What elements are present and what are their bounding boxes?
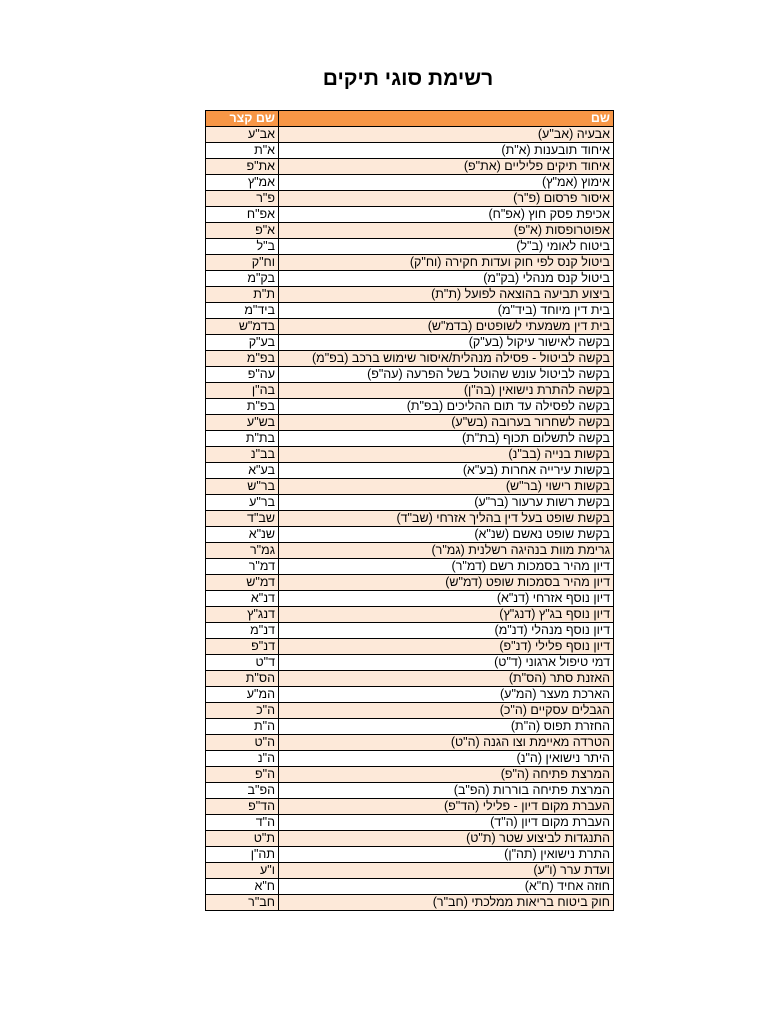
case-type-short-name: א"פ bbox=[206, 223, 279, 239]
case-type-short-name: דנ"פ bbox=[206, 639, 279, 655]
table-row bbox=[206, 863, 614, 879]
case-type-short-name: דמ"ש bbox=[206, 575, 279, 591]
case-type-short-name: דנג"ץ bbox=[206, 607, 279, 623]
case-type-short-name: ה"ת bbox=[206, 719, 279, 735]
table-row bbox=[206, 559, 614, 575]
case-type-short-name: פ"ר bbox=[206, 191, 279, 207]
table-row bbox=[206, 591, 614, 607]
table-row bbox=[206, 191, 614, 207]
case-type-name: בקשה להתרת נישואין (בה"ן) bbox=[279, 383, 614, 399]
table-row bbox=[206, 223, 614, 239]
table-row bbox=[206, 319, 614, 335]
header-name: שם bbox=[279, 111, 614, 127]
case-type-name: איסור פרסום (פ"ר) bbox=[279, 191, 614, 207]
table-row bbox=[206, 639, 614, 655]
case-type-name: הארכת מעצר (המ"ע) bbox=[279, 687, 614, 703]
case-type-short-name: תה"ן bbox=[206, 847, 279, 863]
case-type-name: האזנת סתר (הס"ת) bbox=[279, 671, 614, 687]
case-type-name: ביטול קנס מנהלי (בק"מ) bbox=[279, 271, 614, 287]
table-row bbox=[206, 783, 614, 799]
case-type-name: הטרדה מאיימת וצו הגנה (ה"ט) bbox=[279, 735, 614, 751]
case-type-short-name: בע"א bbox=[206, 463, 279, 479]
case-type-name: העברת מקום דיון - פלילי (הד"פ) bbox=[279, 799, 614, 815]
case-type-short-name: בפ"מ bbox=[206, 351, 279, 367]
case-type-name: ביצוע תביעה בהוצאה לפועל (ת"ת) bbox=[279, 287, 614, 303]
case-type-short-name: בת"ת bbox=[206, 431, 279, 447]
case-type-name: דיון מהיר בסמכות רשם (דמ"ר) bbox=[279, 559, 614, 575]
case-type-short-name: ה"פ bbox=[206, 767, 279, 783]
case-type-short-name: ביד"מ bbox=[206, 303, 279, 319]
case-type-short-name: אב"ע bbox=[206, 127, 279, 143]
case-type-short-name: אמ"ץ bbox=[206, 175, 279, 191]
case-type-name: המרצת פתיחה (ה"פ) bbox=[279, 767, 614, 783]
case-type-name: דמי טיפול ארגוני (ד"ט) bbox=[279, 655, 614, 671]
case-type-name: בקשת שופט בעל דין בהליך אזרחי (שב"ד) bbox=[279, 511, 614, 527]
table-row bbox=[206, 479, 614, 495]
table-row bbox=[206, 703, 614, 719]
table-row bbox=[206, 799, 614, 815]
table-row bbox=[206, 367, 614, 383]
case-type-short-name: בע"ק bbox=[206, 335, 279, 351]
case-type-short-name: דנ"מ bbox=[206, 623, 279, 639]
table-row bbox=[206, 303, 614, 319]
case-type-name: ביטוח לאומי (ב"ל) bbox=[279, 239, 614, 255]
case-type-name: היתר נישואין (ה"נ) bbox=[279, 751, 614, 767]
case-type-short-name: ד"ט bbox=[206, 655, 279, 671]
case-type-short-name: בה"ן bbox=[206, 383, 279, 399]
case-type-short-name: הד"פ bbox=[206, 799, 279, 815]
case-type-short-name: עה"פ bbox=[206, 367, 279, 383]
table-row bbox=[206, 159, 614, 175]
case-type-short-name: הפ"ב bbox=[206, 783, 279, 799]
case-type-short-name: ה"כ bbox=[206, 703, 279, 719]
case-type-name: התנגדות לביצוע שטר (ת"ט) bbox=[279, 831, 614, 847]
case-type-short-name: שנ"א bbox=[206, 527, 279, 543]
case-type-name: ועדת ערר (ו"ע) bbox=[279, 863, 614, 879]
case-type-short-name: ח"א bbox=[206, 879, 279, 895]
case-type-name: חוזה אחיד (ח"א) bbox=[279, 879, 614, 895]
table-row bbox=[206, 399, 614, 415]
case-type-name: בקשה לאישור עיקול (בע"ק) bbox=[279, 335, 614, 351]
case-type-short-name: את"פ bbox=[206, 159, 279, 175]
case-type-name: בית דין משמעתי לשופטים (בדמ"ש) bbox=[279, 319, 614, 335]
table-row bbox=[206, 127, 614, 143]
table-row bbox=[206, 543, 614, 559]
table-row bbox=[206, 815, 614, 831]
case-type-short-name: חב"ר bbox=[206, 895, 279, 911]
table-row bbox=[206, 687, 614, 703]
case-type-name: בקשה לביטול עונש שהוטל בשל הפרעה (עה"פ) bbox=[279, 367, 614, 383]
header-short-name: שם קצר bbox=[206, 111, 279, 127]
case-type-short-name: ת"ט bbox=[206, 831, 279, 847]
case-type-short-name: אפ"ח bbox=[206, 207, 279, 223]
table-row bbox=[206, 175, 614, 191]
table-body bbox=[206, 127, 614, 911]
case-type-name: בקשות עירייה אחרות (בע"א) bbox=[279, 463, 614, 479]
case-type-short-name: ת"ת bbox=[206, 287, 279, 303]
case-type-name: ביטול קנס לפי חוק ועדות חקירה (וח"ק) bbox=[279, 255, 614, 271]
table-row bbox=[206, 143, 614, 159]
case-type-short-name: ה"ד bbox=[206, 815, 279, 831]
table-row bbox=[206, 847, 614, 863]
table-row bbox=[206, 447, 614, 463]
case-type-short-name: ב"ל bbox=[206, 239, 279, 255]
case-type-short-name: בר"ע bbox=[206, 495, 279, 511]
case-type-name: דיון נוסף בג"ץ (דנג"ץ) bbox=[279, 607, 614, 623]
table-row bbox=[206, 879, 614, 895]
table-row bbox=[206, 271, 614, 287]
case-type-name: דיון מהיר בסמכות שופט (דמ"ש) bbox=[279, 575, 614, 591]
case-type-name: בקשה לפסילה עד תום ההליכים (בפ"ת) bbox=[279, 399, 614, 415]
table-row bbox=[206, 207, 614, 223]
table-row bbox=[206, 239, 614, 255]
table-row bbox=[206, 831, 614, 847]
case-type-name: בקשה לביטול - פסילה מנהלית/איסור שימוש ברכב (בפ"מ) bbox=[279, 351, 614, 367]
table-row bbox=[206, 255, 614, 271]
case-type-short-name: ו"ע bbox=[206, 863, 279, 879]
case-type-short-name: בב"נ bbox=[206, 447, 279, 463]
case-type-short-name: א"ת bbox=[206, 143, 279, 159]
case-type-name: אכיפת פסק חוץ (אפ"ח) bbox=[279, 207, 614, 223]
table-row bbox=[206, 463, 614, 479]
case-type-name: בקשת שופט נאשם (שנ"א) bbox=[279, 527, 614, 543]
case-type-short-name: בדמ"ש bbox=[206, 319, 279, 335]
case-type-name: המרצת פתיחה בוררות (הפ"ב) bbox=[279, 783, 614, 799]
case-type-short-name: דנ"א bbox=[206, 591, 279, 607]
case-type-name: חוק ביטוח בריאות ממלכתי (חב"ר) bbox=[279, 895, 614, 911]
case-type-name: העברת מקום דיון (ה"ד) bbox=[279, 815, 614, 831]
case-type-short-name: הס"ת bbox=[206, 671, 279, 687]
table-row bbox=[206, 431, 614, 447]
case-type-short-name: בפ"ת bbox=[206, 399, 279, 415]
case-type-name: אימוץ (אמ"ץ) bbox=[279, 175, 614, 191]
case-type-short-name: ה"נ bbox=[206, 751, 279, 767]
case-type-name: איחוד תיקים פליליים (את"פ) bbox=[279, 159, 614, 175]
table-row bbox=[206, 895, 614, 911]
case-type-short-name: ה"ט bbox=[206, 735, 279, 751]
case-type-name: איחוד תובענות (א"ת) bbox=[279, 143, 614, 159]
table-row bbox=[206, 415, 614, 431]
table-row bbox=[206, 671, 614, 687]
case-type-name: דיון נוסף מנהלי (דנ"מ) bbox=[279, 623, 614, 639]
table-row bbox=[206, 719, 614, 735]
case-type-short-name: שב"ד bbox=[206, 511, 279, 527]
page-title: רשימת סוגי תיקים bbox=[322, 67, 494, 90]
case-type-name: דיון נוסף אזרחי (דנ"א) bbox=[279, 591, 614, 607]
case-type-name: הגבלים עסקיים (ה"כ) bbox=[279, 703, 614, 719]
case-type-name: החזרת תפוס (ה"ת) bbox=[279, 719, 614, 735]
table-row bbox=[206, 383, 614, 399]
case-type-short-name: וח"ק bbox=[206, 255, 279, 271]
case-type-name: בקשה לתשלום תכוף (בת"ת) bbox=[279, 431, 614, 447]
case-type-name: גרימת מוות בנהיגה רשלנית (גמ"ר) bbox=[279, 543, 614, 559]
table-row bbox=[206, 527, 614, 543]
table-header-row bbox=[206, 111, 614, 127]
case-type-name: אפוטרופסות (א"פ) bbox=[279, 223, 614, 239]
table-row bbox=[206, 767, 614, 783]
table-row bbox=[206, 623, 614, 639]
case-type-name: התרת נישואין (תה"ן) bbox=[279, 847, 614, 863]
case-type-short-name: בש"ע bbox=[206, 415, 279, 431]
case-type-short-name: בר"ש bbox=[206, 479, 279, 495]
case-type-name: בית דין מיוחד (ביד"מ) bbox=[279, 303, 614, 319]
table-row bbox=[206, 511, 614, 527]
table-row bbox=[206, 607, 614, 623]
case-type-name: בקשות בנייה (בב"נ) bbox=[279, 447, 614, 463]
case-type-short-name: דמ"ר bbox=[206, 559, 279, 575]
table-row bbox=[206, 735, 614, 751]
case-type-name: בקשה לשחרור בערובה (בש"ע) bbox=[279, 415, 614, 431]
table-row bbox=[206, 287, 614, 303]
table-row bbox=[206, 351, 614, 367]
case-type-short-name: בק"מ bbox=[206, 271, 279, 287]
table-row bbox=[206, 655, 614, 671]
case-type-name: דיון נוסף פלילי (דנ"פ) bbox=[279, 639, 614, 655]
case-type-name: אבעיה (אב"ע) bbox=[279, 127, 614, 143]
case-type-short-name: המ"ע bbox=[206, 687, 279, 703]
table-row bbox=[206, 751, 614, 767]
table-row bbox=[206, 495, 614, 511]
case-type-name: בקשת רשות ערעור (בר"ע) bbox=[279, 495, 614, 511]
case-types-table bbox=[205, 110, 614, 911]
case-type-name: בקשות רישוי (בר"ש) bbox=[279, 479, 614, 495]
table-row bbox=[206, 335, 614, 351]
case-type-short-name: גמ"ר bbox=[206, 543, 279, 559]
table-row bbox=[206, 575, 614, 591]
